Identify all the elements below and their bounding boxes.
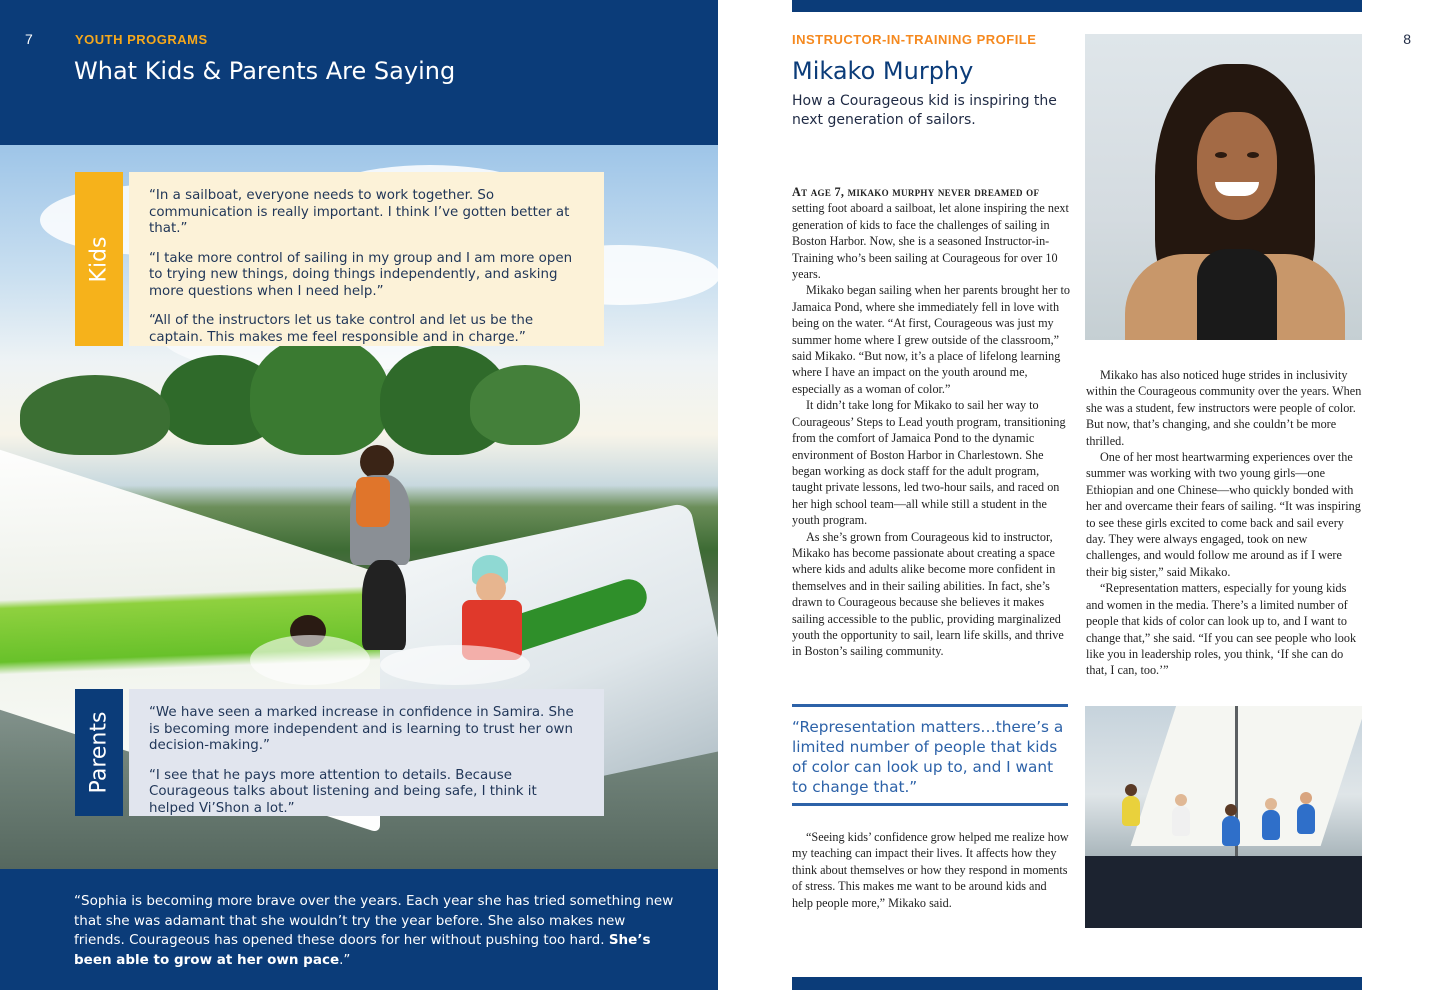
parents-label: Parents <box>86 711 112 794</box>
kids-label: Kids <box>86 236 112 282</box>
kids-quote: “All of the instructors let us take control and let us be the captain. This makes me feel responsible and in charge.” <box>149 313 534 345</box>
pull-quote-rule-bottom <box>792 803 1068 806</box>
profile-subtitle: How a Courageous kid is inspiring the next generation of sailors. <box>792 93 1057 128</box>
kids-label-bar <box>75 172 123 346</box>
top-band <box>792 0 1362 12</box>
article-column-right <box>1086 367 1362 679</box>
pull-quote: “Representation matters…there’s a limited number of people that kids of color can look up to, and I want to change that.” <box>792 718 1064 796</box>
mikako-portrait-photo <box>1085 34 1362 340</box>
page-title-left: What Kids & Parents Are Saying <box>74 57 456 85</box>
section-kicker-right: INSTRUCTOR-IN-TRAINING PROFILE <box>792 32 1037 47</box>
article-paragraph: “Representation matters, especially for young kids and women in the media. There’s a limited number of people that kids of color can look up to, and I want to change that,” she said. “If you can see people who look like you in leadership roles, you think, ‘If she can do that, I can, too.’” <box>1086 581 1357 678</box>
page-number-left: 7 <box>25 31 33 47</box>
kids-quote: “I take more control of sailing in my group and I am more open to trying new things, doing things independently, and asking more questions when I need help.” <box>149 250 573 299</box>
profile-name: Mikako Murphy <box>792 57 974 85</box>
pull-quote-rule-top <box>792 704 1068 707</box>
parents-quote: “I see that he pays more attention to details. Because Courageous talks about listening and being safe, I think it helped Vi’Shon a lot.” <box>149 767 537 816</box>
article-paragraph: Mikako began sailing when her parents brought her to Jamaica Pond, where she immediately fell in love with being on the water. “At first, Courageous was just my summer home where I grew outside of the classroom,” said Mikako. “But now, it’s a place of lifelong learning where I have an impact on the youth around me, especially as a woman of color.” <box>792 283 1070 396</box>
kids-quotes-box <box>129 172 604 346</box>
article-column-left <box>792 184 1070 660</box>
article-paragraph: It didn’t take long for Mikako to sail her way to Courageous’ Steps to Lead youth program, transitioning from the comfort of Jamaica Pond to the dynamic environment of Boston Harbor in Charlestown. She began working as dock staff for the adult program, taught private lessons, led two-hour sails, and raced on her high school team—all while still a student in the youth program. <box>792 398 1066 528</box>
article-paragraph: Mikako has also noticed huge strides in inclusivity within the Courageous community over the years. When she was a student, few instructors were people of color. But now, that’s changing, and she couldn’t be more thrilled. <box>1086 368 1362 448</box>
article-closing <box>792 829 1070 911</box>
sailboat-crew-photo <box>1085 706 1362 928</box>
sophia-quote-bold: She’s been able to grow at her own pace <box>74 932 651 968</box>
sophia-quote-end: .” <box>339 951 351 968</box>
bottom-band <box>792 977 1362 990</box>
parents-quote: “We have seen a marked increase in confidence in Samira. She is becoming more independent and is learning to trust her own decision-making.” <box>149 705 574 753</box>
article-paragraph: As she’s grown from Courageous kid to instructor, Mikako has become passionate about creating a space where kids and adults alike become more confident in themselves and in their sailing abilities. In fact, she’s drawn to Courageous because she believes it makes sailing accessible to the public, providing marginalized youth the opportunity to sail, learn life skills, and thrive in Boston’s sailing community. <box>792 529 1064 659</box>
article-lead-in: At age 7, mikako murphy never dreamed of <box>792 185 1040 199</box>
page-number-right: 8 <box>1403 31 1411 47</box>
kids-quote: “In a sailboat, everyone needs to work together. So communication is really important. I think I’ve gotten better at that.” <box>149 188 570 236</box>
parent-quote-sophia <box>74 892 674 970</box>
sophia-quote-text: “Sophia is becoming more brave over the years. Each year she has tried something new that she was adamant that she wouldn’t try the year before. She also makes new friends. Courageous has opened these doors for her without pushing too hard. <box>74 893 674 948</box>
article-text: setting foot aboard a sailboat, let alone inspiring the next generation of kids to face the challenges of sailing in Boston Harbor. Now, she is a seasoned Instructor-in-Training who’s been sailing at Courageous for over 10 years. <box>792 201 1069 282</box>
parents-label-bar <box>75 689 123 816</box>
article-paragraph: “Seeing kids’ confidence grow helped me realize how my teaching can impact their lives. It affects how they think about themselves or how they respond in moments of stress. This makes me want to be around kids and help people more,” Mikako said. <box>792 830 1069 910</box>
article-paragraph: One of her most heartwarming experiences over the summer was working with two young girls—one Ethiopian and one Chinese—who quickly bonded with her and overcame their fears of sailing. “It was inspiring to see these girls excited to come back and sail every day. They were always engaged, took on new challenges, and would follow me around as if I were their big sister,” said Mikako. <box>1086 450 1361 579</box>
section-kicker-left: YOUTH PROGRAMS <box>75 32 208 47</box>
right-page <box>718 0 1436 990</box>
parents-quotes-box <box>129 689 604 816</box>
article-paragraph <box>792 184 1070 282</box>
